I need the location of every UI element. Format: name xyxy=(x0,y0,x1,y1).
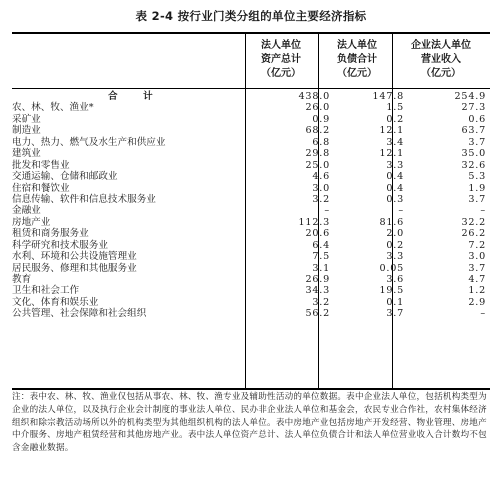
row-label: 租赁和商务服务业 xyxy=(12,228,89,240)
cell-revenue: 3.0 xyxy=(468,251,486,263)
cell-liabilities: 3.3 xyxy=(386,159,404,171)
top-rule xyxy=(12,32,490,34)
cell-assets: 29.8 xyxy=(305,148,330,160)
row-label: 建筑业 xyxy=(12,148,41,160)
cell-assets: – xyxy=(324,205,330,217)
cell-assets: 56.2 xyxy=(305,308,330,320)
bottom-rule xyxy=(12,388,490,390)
row-label: 农、林、牧、渔业* xyxy=(12,102,94,114)
cell-assets: 3.1 xyxy=(312,262,330,274)
row-label: 住宿和餐饮业 xyxy=(12,182,70,194)
cell-revenue: 63.7 xyxy=(461,125,486,137)
cell-liabilities: 0.2 xyxy=(386,239,404,251)
header-line: （亿元） xyxy=(261,68,301,79)
cell-liabilities: 19.5 xyxy=(379,285,404,297)
cell-assets: 7.5 xyxy=(312,251,330,263)
cell-liabilities: 2.0 xyxy=(386,228,404,240)
cell-revenue: 3.7 xyxy=(468,136,486,148)
cell-assets: 4.6 xyxy=(312,171,330,183)
table-row xyxy=(12,171,490,182)
cell-liabilities: 12.1 xyxy=(379,125,404,137)
cell-assets: 26.9 xyxy=(305,274,330,285)
cell-assets: 6.8 xyxy=(312,136,330,148)
table-row xyxy=(12,183,490,194)
cell-revenue: 3.7 xyxy=(468,262,486,274)
table-title: 表 2-4 按行业门类分组的单位主要经济指标 xyxy=(135,9,367,23)
cell-assets: 3.2 xyxy=(312,193,330,205)
cell-liabilities: 3.3 xyxy=(386,251,404,263)
table-row xyxy=(12,228,490,239)
table-body xyxy=(12,91,490,320)
table-row xyxy=(12,217,490,228)
cell-revenue: 5.3 xyxy=(468,171,486,183)
cell-revenue: 3.7 xyxy=(468,193,486,205)
cell-revenue: 35.0 xyxy=(461,148,486,160)
header-line: 资产总计 xyxy=(261,54,301,65)
cell-liabilities: 0.4 xyxy=(386,182,404,194)
row-label: 房地产业 xyxy=(12,216,51,228)
row-label: 制造业 xyxy=(12,125,41,137)
cell-revenue: 254.9 xyxy=(454,91,486,102)
row-label: 批发和零售业 xyxy=(12,159,70,171)
table-row xyxy=(12,285,490,296)
cell-liabilities: 3.6 xyxy=(386,274,404,285)
cell-revenue: 32.2 xyxy=(461,216,486,228)
table-row xyxy=(12,274,490,285)
table-row xyxy=(12,148,490,159)
table-note: 注：表中农、林、牧、渔业仅包括从事农、林、牧、渔专业及辅助性活动的单位数据。表中企业法人单位，包括机构类型为企业的法人单位，以及执行企业会计制度的事业法人单位、民办非企业法人单位和基金会，农民专业合作社，农村集体经济组织和除宗教活动场所以外的机构类型为其他组织机构的法人单位。表中房地产业包括房地产开发经营、物业管理、房地产中介服务、房地产租赁经营和其他房地产业。表中法人单位资产总计、法人单位负债合计和法人单位营业收入合计数均不包含金融业数据。 xyxy=(12,392,487,454)
cell-assets: 3.2 xyxy=(312,296,330,308)
table-row xyxy=(12,205,490,216)
header-line: 负债合计 xyxy=(337,54,377,65)
cell-assets: 438.0 xyxy=(298,91,330,102)
cell-liabilities: 81.6 xyxy=(379,216,404,228)
table-row xyxy=(12,125,490,136)
cell-revenue: – xyxy=(480,308,486,320)
cell-liabilities: 0.3 xyxy=(386,193,404,205)
row-label: 信息传输、软件和信息技术服务业 xyxy=(12,193,156,205)
row-label: 金融业 xyxy=(12,205,41,217)
row-label: 卫生和社会工作 xyxy=(12,285,80,297)
header-revenue xyxy=(396,39,486,81)
row-label: 电力、热力、燃气及水生产和供应业 xyxy=(12,136,166,148)
cell-assets: 6.4 xyxy=(312,239,330,251)
cell-revenue: 2.9 xyxy=(468,296,486,308)
header-rule xyxy=(12,88,490,89)
header-liabilities xyxy=(322,39,392,81)
cell-liabilities: 3.4 xyxy=(386,136,404,148)
row-label: 合 计 xyxy=(108,91,161,102)
cell-revenue: 0.6 xyxy=(468,113,486,125)
cell-revenue: 1.2 xyxy=(468,285,486,297)
table-row xyxy=(12,240,490,251)
header-line: （亿元） xyxy=(337,68,377,79)
cell-assets: 0.9 xyxy=(312,113,330,125)
cell-assets: 20.6 xyxy=(305,228,330,240)
row-label: 公共管理、社会保障和社会组织 xyxy=(12,308,147,320)
table-row xyxy=(12,194,490,205)
header-line: 法人单位 xyxy=(261,40,301,51)
cell-liabilities: 0.05 xyxy=(379,262,404,274)
cell-revenue: 4.7 xyxy=(468,274,486,285)
cell-assets: 26.0 xyxy=(305,102,330,114)
cell-revenue: 7.2 xyxy=(468,239,486,251)
row-label: 文化、体育和娱乐业 xyxy=(12,296,99,308)
cell-liabilities: 1.5 xyxy=(386,102,404,114)
row-label: 科学研究和技术服务业 xyxy=(12,239,108,251)
cell-assets: 34.3 xyxy=(305,285,330,297)
cell-assets: 68.2 xyxy=(305,125,330,137)
cell-liabilities: 0.4 xyxy=(386,171,404,183)
header-line: 法人单位 xyxy=(337,40,377,51)
header-line: 企业法人单位 xyxy=(411,40,471,51)
cell-revenue: – xyxy=(480,205,486,217)
total-row xyxy=(12,91,490,102)
cell-liabilities: – xyxy=(398,205,404,217)
cell-liabilities: 3.7 xyxy=(386,308,404,320)
row-label: 居民服务、修理和其他服务业 xyxy=(12,262,137,274)
table-row xyxy=(12,308,490,319)
cell-revenue: 32.6 xyxy=(461,159,486,171)
table-row xyxy=(12,102,490,113)
cell-assets: 3.0 xyxy=(312,182,330,194)
table-row xyxy=(12,160,490,171)
header-line: 营业收入 xyxy=(421,54,461,65)
cell-assets: 112.3 xyxy=(298,216,330,228)
header-assets xyxy=(250,39,312,81)
table-row xyxy=(12,251,490,262)
table-row xyxy=(12,114,490,125)
header-line: （亿元） xyxy=(421,68,461,79)
cell-revenue: 27.3 xyxy=(461,102,486,114)
row-label: 采矿业 xyxy=(12,113,41,125)
cell-revenue: 26.2 xyxy=(461,228,486,240)
row-label: 水利、环境和公共设施管理业 xyxy=(12,251,137,263)
cell-liabilities: 12.1 xyxy=(379,148,404,160)
cell-liabilities: 0.1 xyxy=(386,296,404,308)
table-row xyxy=(12,263,490,274)
cell-revenue: 1.9 xyxy=(468,182,486,194)
cell-liabilities: 147.8 xyxy=(372,91,404,102)
row-label: 教育 xyxy=(12,274,32,285)
table-row xyxy=(12,137,490,148)
row-label: 交通运输、仓储和邮政业 xyxy=(12,171,118,183)
table-row xyxy=(12,297,490,308)
cell-liabilities: 0.2 xyxy=(386,113,404,125)
cell-assets: 25.0 xyxy=(305,159,330,171)
